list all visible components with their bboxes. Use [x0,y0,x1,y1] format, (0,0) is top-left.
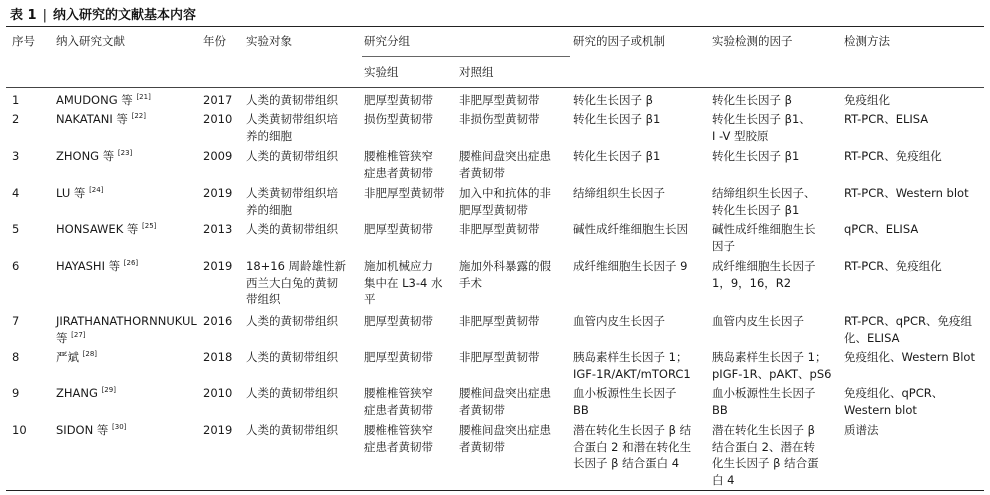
cell-line: 腰椎椎管狭窄 [364,386,433,400]
cell-line: 因子 [712,238,735,253]
cell-line: 合蛋白 2 和潜在转化生 [573,439,692,454]
cell-line: 肥厚型黄韧带 [364,93,433,107]
reference-marker: [23] [117,149,133,158]
cell-line: 结缔组织生长因子、 [712,186,816,200]
cell-line: 平 [364,292,376,306]
cell-subject [246,148,338,165]
cell-line: 2 [12,112,20,126]
cell-line: 集中在 L3-4 水 [364,275,443,290]
cell-line: 带组织 [246,292,281,306]
cell-author [56,185,103,202]
cell-line: 手术 [459,275,482,290]
cell-line: 人类的黄韧带组织 [246,149,338,163]
cell-line: 2018 [203,350,233,364]
cell-line: 成纤维细胞生长因子 [712,259,816,273]
cell-exp [364,258,443,308]
cell-author [56,148,132,165]
cell-line: 胰岛素样生长因子 1； [712,350,827,364]
cell-line: 人类的黄韧带组织 [246,314,338,328]
cell-line: 施加机械应力 [364,259,433,273]
cell-line: 肥厚型黄韧带 [459,202,528,217]
cell-no [12,313,19,330]
cell-line: 2016 [203,314,233,328]
cell-no [12,221,19,238]
cell-line: 转化生长因子 β1、 [712,112,811,126]
cell-line: NAKATANI 等 [56,112,128,126]
cell-line: 症患者黄韧带 [364,165,433,180]
cell-line: 转化生长因子 β [712,93,792,107]
cell-line: 人类黄韧带组织培 [246,112,338,126]
cell-factor [573,185,665,202]
cell-line: 2013 [203,222,233,236]
cell-line: 人类黄韧带组织培 [246,186,338,200]
cell-author [56,349,97,366]
cell-line: 腰椎间盘突出症患 [459,386,551,400]
cell-ctrl [459,92,540,109]
cell-line: 肥厚型黄韧带 [364,222,433,236]
cell-line: 质谱法 [844,423,879,437]
header-factor: 研究的因子或机制 [573,34,665,48]
cell-line: LU 等 [56,186,86,200]
cell-line: 免疫组化、qPCR、 [844,386,944,400]
cell-line: 结缔组织生长因子 [573,186,665,200]
cell-subject [246,221,338,238]
cell-line: 9 [12,386,20,400]
cell-line: 10 [12,423,27,437]
cell-line: 损伤型黄韧带 [364,112,433,126]
cell-author [56,422,126,439]
header-author: 纳入研究文献 [56,34,125,48]
cell-line: 转化生长因子 β [573,93,653,107]
cell-factor [573,258,687,275]
cell-no [12,111,19,128]
cell-line: Western blot [844,402,917,417]
cell-line: 人类的黄韧带组织 [246,350,338,364]
cell-line: 非损伤型黄韧带 [459,112,540,126]
header-detect: 实验检测的因子 [712,34,793,48]
cell-line: ZHANG [56,386,98,400]
cell-line: 化生长因子 β 结合蛋 [712,456,819,470]
cell-method [844,385,943,418]
cell-exp [364,422,433,455]
cell-ctrl [459,313,540,330]
cell-line: 化、ELISA [844,330,900,345]
cell-line: 腰椎椎管狭窄 [364,423,433,437]
cell-line: 施加外科暴露的假 [459,259,551,273]
cell-line: BB [573,402,589,417]
cell-line: 胰岛素样生长因子 1； [573,350,688,364]
cell-year [203,221,232,238]
table-label: 表 1 [10,8,37,23]
cell-line: 1 [12,93,20,107]
cell-exp [364,385,433,418]
cell-year [203,422,232,439]
cell-line: 症患者黄韧带 [364,439,433,454]
cell-subject [246,313,338,330]
cell-line: 5 [12,222,20,236]
cell-line: 2010 [203,112,233,126]
header-year: 年份 [203,34,226,48]
cell-line: RT-PCR、免疫组化 [844,259,942,273]
cell-line: 免疫组化 [844,93,890,107]
reference-marker: [21] [136,93,151,102]
cell-line: 非肥厚型黄韧带 [459,350,540,364]
cell-factor [573,385,677,418]
cell-line: 7 [12,314,20,328]
cell-line: 血小板源性生长因子 [573,386,677,400]
cell-line: 严斌 [56,350,79,364]
cell-subject [246,185,338,218]
cell-author [56,221,156,238]
cell-detect [712,258,816,291]
cell-subject [246,258,346,308]
cell-factor [573,313,665,330]
cell-line: 2009 [203,149,233,163]
cell-line: 2019 [203,259,233,273]
cell-detect [712,422,819,488]
cell-line: 18+16 周龄雄性新 [246,259,347,273]
cell-line: HONSAWEK 等 [56,222,139,236]
cell-no [12,148,19,165]
cell-line: 养的细胞 [246,202,292,217]
cell-detect [712,185,816,218]
cell-line: RT-PCR、免疫组化 [844,149,942,163]
cell-ctrl [459,221,540,238]
cell-method [844,92,890,109]
cell-line: 潜在转化生长因子 β 结 [573,423,692,437]
cell-line: 成纤维细胞生长因子 9 [573,259,688,273]
cell-ctrl [459,258,551,291]
reference-marker: [30] [112,423,127,432]
cell-line: 症患者黄韧带 [364,402,433,417]
cell-method [844,185,969,202]
cell-factor [573,111,660,128]
cell-line: 者黄韧带 [459,402,505,417]
cell-line: SIDON 等 [56,423,109,437]
cell-subject [246,111,338,144]
cell-subject [246,92,338,109]
cell-line: 2019 [203,186,233,200]
reference-marker: [25] [142,222,157,231]
reference-marker: [24] [89,186,104,195]
top-rule [6,26,984,27]
cell-line: 腰椎间盘突出症患 [459,423,551,437]
cell-line: 者黄韧带 [459,439,505,454]
cell-line: 血管内皮生长因子 [573,314,665,328]
cell-ctrl [459,422,551,455]
reference-marker: [29] [101,386,116,395]
cell-no [12,258,19,275]
cell-method [844,313,972,346]
cell-year [203,185,232,202]
cell-line: RT-PCR、Western blot [844,186,969,200]
cell-author [56,111,146,128]
cell-line: RT-PCR、ELISA [844,112,929,126]
cell-exp [364,313,433,330]
cell-method [844,422,879,439]
cell-factor [573,221,688,238]
cell-exp [364,349,433,366]
cell-line: 人类的黄韧带组织 [246,93,338,107]
table-caption [10,4,196,23]
cell-line: 4 [12,186,20,200]
table-title: 纳入研究的文献基本内容 [52,8,196,23]
header-method: 检测方法 [844,34,890,48]
cell-year [203,148,232,165]
caption-separator: | [42,8,47,23]
cell-line: BB [712,402,728,417]
reference-marker: [27] [71,330,86,339]
reference-marker: [28] [82,350,98,359]
cell-year [203,92,232,109]
cell-ctrl [459,185,551,218]
cell-year [203,258,232,275]
cell-subject [246,349,338,366]
header-group: 研究分组 [364,34,410,48]
cell-detect [712,221,816,254]
cell-method [844,221,918,238]
cell-author [56,385,116,402]
cell-no [12,92,19,109]
cell-line: 人类的黄韧带组织 [246,386,338,400]
cell-factor [573,92,653,109]
cell-line: 非肥厚型黄韧带 [364,186,445,200]
cell-detect [712,313,804,330]
cell-author [56,313,197,346]
cell-line: HAYASHI 等 [56,259,121,273]
cell-subject [246,385,338,402]
reference-marker: [22] [131,112,146,121]
cell-line: 非肥厚型黄韧带 [459,314,540,328]
cell-line: 腰椎椎管狭窄 [364,149,433,163]
cell-line: 人类的黄韧带组织 [246,423,338,437]
cell-line: 8 [12,350,20,364]
cell-line: 血管内皮生长因子 [712,314,804,328]
bottom-rule [6,490,984,491]
cell-line: 结合蛋白 2、潜在转 [712,439,815,454]
header-no: 序号 [12,34,35,48]
cell-ctrl [459,148,551,181]
cell-year [203,349,232,366]
cell-line: 转化生长因子 β1 [712,149,800,163]
cell-line: 非肥厚型黄韧带 [459,222,540,236]
cell-line: 长因子 β 结合蛋白 4 [573,456,680,470]
header-ctrl-group: 对照组 [459,65,494,79]
cell-author [56,92,151,109]
cell-line: JIRATHANATHORNNUKUL [56,314,197,328]
cell-line: 腰椎间盘突出症患 [459,149,551,163]
cell-line: AMUDONG 等 [56,93,133,107]
cell-line: 加入中和抗体的非 [459,186,551,200]
cell-no [12,349,19,366]
cell-ctrl [459,349,540,366]
cell-line: 2019 [203,423,233,437]
cell-line: 碱性成纤维细胞生长 [712,222,816,236]
cell-line: IGF-1R/AKT/mTORC1 [573,366,691,381]
cell-exp [364,221,433,238]
cell-no [12,385,19,402]
header-rule [6,87,984,88]
group-subrule [362,56,570,57]
cell-method [844,111,928,128]
header-exp-group: 实验组 [364,65,399,79]
cell-subject [246,422,338,439]
cell-line: 肥厚型黄韧带 [364,350,433,364]
cell-detect [712,92,792,109]
cell-detect [712,111,811,144]
cell-year [203,313,232,330]
cell-year [203,385,232,402]
cell-line: 血小板源性生长因子 [712,386,816,400]
cell-line: 免疫组化、Western Blot [844,350,975,364]
cell-exp [364,148,433,181]
cell-line: 养的细胞 [246,128,292,143]
cell-line: 转化生长因子 β1 [573,149,661,163]
cell-line: 转化生长因子 β1 [712,202,800,217]
cell-line: 等 [56,330,68,345]
cell-method [844,258,942,275]
cell-line: 肥厚型黄韧带 [364,314,433,328]
cell-line: 转化生长因子 β1 [573,112,661,126]
cell-line: RT-PCR、qPCR、免疫组 [844,314,972,328]
cell-line: 3 [12,149,20,163]
cell-line: 非肥厚型黄韧带 [459,93,540,107]
cell-exp [364,111,433,128]
cell-line: Ⅰ -V 型胶原 [712,128,769,143]
cell-detect [712,148,799,165]
cell-line: 碱性成纤维细胞生长因 [573,222,688,236]
cell-detect [712,385,816,418]
cell-line: 白 4 [712,472,735,487]
cell-line: 1，9，16，R2 [712,275,792,290]
cell-factor [573,349,691,382]
cell-no [12,422,27,439]
cell-method [844,148,942,165]
cell-year [203,111,232,128]
cell-ctrl [459,385,551,418]
cell-no [12,185,19,202]
header-subject: 实验对象 [246,34,292,48]
cell-factor [573,422,691,472]
cell-line: 潜在转化生长因子 β [712,423,815,437]
cell-line: ZHONG 等 [56,149,115,163]
cell-line: 西兰大白兔的黄韧 [246,275,338,290]
cell-line: pIGF-1R、pAKT、pS6 [712,366,832,381]
cell-detect [712,349,831,382]
cell-author [56,258,138,275]
cell-line: 人类的黄韧带组织 [246,222,338,236]
cell-method [844,349,975,366]
cell-line: 2017 [203,93,233,107]
cell-line: 6 [12,259,20,273]
cell-factor [573,148,660,165]
cell-line: qPCR、ELISA [844,222,919,236]
cell-line: 者黄韧带 [459,165,505,180]
cell-ctrl [459,111,540,128]
cell-exp [364,92,433,109]
reference-marker: [26] [123,259,139,268]
cell-exp [364,185,445,202]
cell-line: 2010 [203,386,233,400]
